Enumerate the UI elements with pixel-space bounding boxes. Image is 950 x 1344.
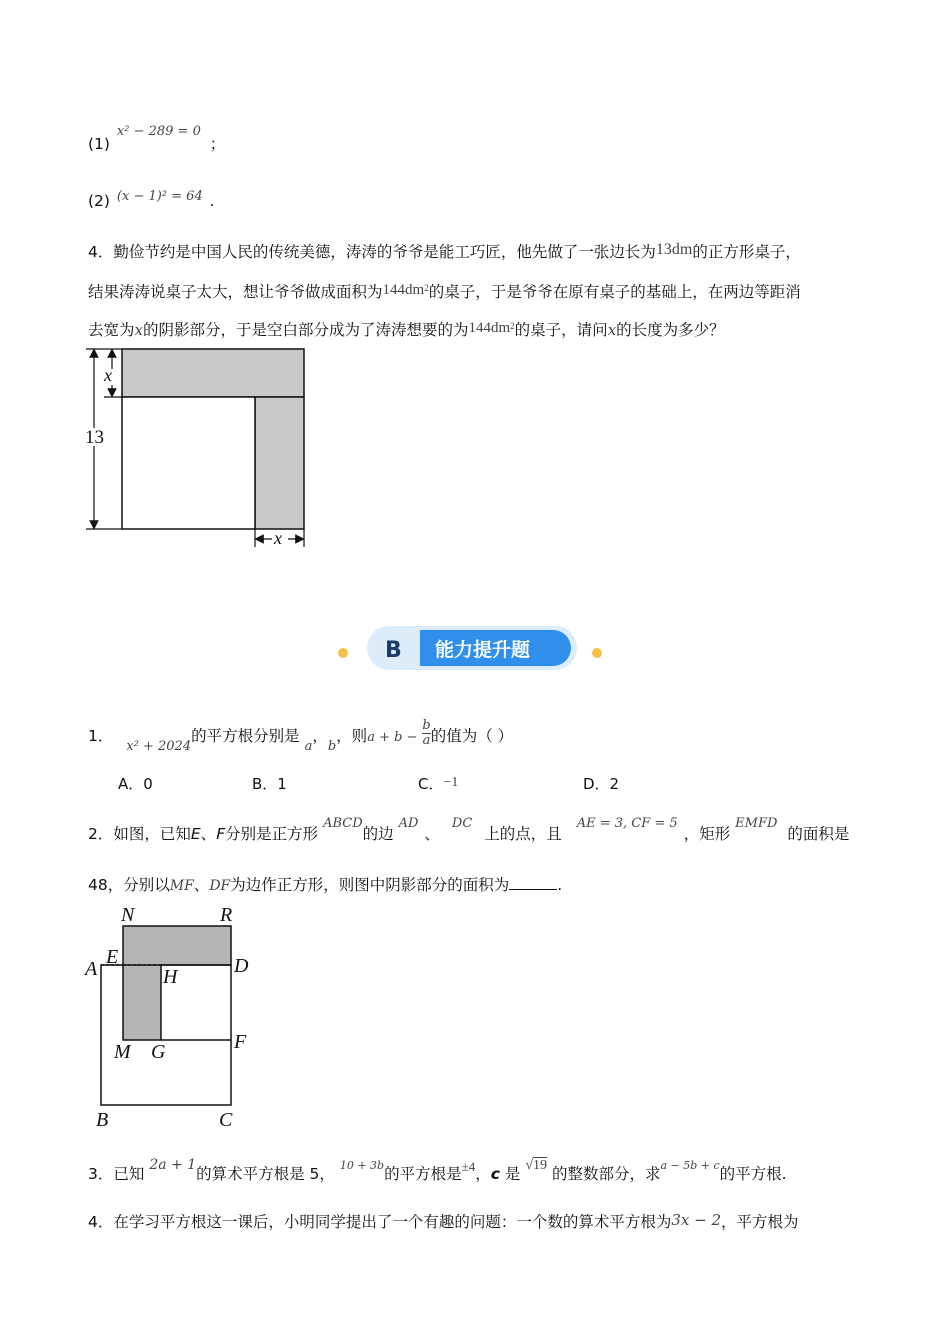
q4-white-square — [122, 397, 255, 529]
banner-title: 能力提升题 — [435, 639, 531, 661]
b2-sep: 、 — [200, 825, 217, 843]
sub-problem-2-end: . — [209, 192, 215, 210]
b2-text-b: 分别是正方形 — [225, 825, 319, 843]
b3-expr3: a − 5b + c — [660, 1159, 720, 1172]
banner-right-dot — [592, 648, 602, 658]
b1-comma: ， — [312, 727, 328, 745]
banner-letter: B — [385, 638, 402, 663]
b2-label-H: H — [163, 966, 178, 988]
b3-expr2: 10 + 3b — [339, 1159, 385, 1172]
b2-ABCD: ABCD — [323, 816, 363, 831]
q4-area-2: 144dm — [468, 320, 511, 336]
b2-AD: AD — [398, 816, 419, 831]
q4-line1 — [88, 240, 801, 262]
b2-text-a: 2．如图，已知 — [88, 825, 191, 843]
q4-line2-text-a: 结果涛涛说桌子太大，想让爷爷做成面积为 — [88, 283, 383, 301]
b2-text-i: . — [557, 876, 563, 894]
b3-expr1: 2a + 1 — [149, 1157, 197, 1173]
b1-option-c-label: C． — [418, 775, 444, 793]
b2-label-R: R — [220, 904, 233, 926]
b2-E: E — [190, 825, 201, 843]
q4-shade-right — [255, 397, 304, 529]
b2-figure — [84, 900, 264, 1132]
q4-line3-text-c: 的桌子，请问 — [514, 321, 608, 339]
q4-side-length: 13dm — [655, 241, 693, 258]
b3-pm4: ±4 — [461, 1159, 476, 1174]
q4-line3 — [88, 318, 725, 340]
b2-DF: DF — [209, 878, 231, 894]
b2-condition: AE = 3, CF = 5 — [576, 816, 678, 831]
q4-area-1: 144dm — [382, 282, 425, 298]
b1-option-a[interactable]: A．0 — [118, 775, 153, 793]
b2-label-M: M — [114, 1041, 131, 1063]
sub-problem-2-label: (2) — [88, 192, 110, 210]
b2-F: F — [216, 825, 226, 843]
q4-line3-text-a: 去宽为 — [88, 321, 135, 339]
b3-text-b: 的算术平方根是 5， — [196, 1165, 335, 1183]
q4-area-2-sup: 2 — [510, 320, 515, 331]
b1-num: 1． — [88, 727, 114, 745]
b2-label-B: B — [96, 1109, 109, 1131]
b2-DC: DC — [451, 816, 473, 831]
b2-line2 — [88, 873, 562, 895]
b1-text-b: ，则 — [336, 727, 368, 745]
b1-option-b[interactable]: B．1 — [252, 775, 287, 793]
b4-text-b: ，平方根为 — [721, 1213, 799, 1231]
q4-line2 — [88, 280, 801, 302]
b1-var-a: a — [304, 739, 313, 754]
b2-text-d: 上的点，且 — [484, 825, 562, 843]
b1-option-d[interactable]: D．2 — [583, 775, 620, 793]
q4-area-1-sup: 2 — [424, 282, 429, 293]
b3-text-d: ， — [475, 1165, 491, 1183]
section-b-banner — [250, 620, 700, 676]
b2-sep2: 、 — [424, 825, 440, 843]
b2-answer-blank[interactable] — [509, 875, 557, 890]
b2-label-C: C — [219, 1109, 233, 1131]
q4-shade-top — [122, 349, 304, 397]
b3-line — [88, 1157, 787, 1184]
q4-figure — [84, 344, 314, 550]
b4-line — [88, 1210, 799, 1232]
sub-problem-2-expr: (x − 1)² = 64 — [116, 189, 203, 204]
b1-frac-num: b — [422, 718, 431, 733]
b2-text-c: 的边 — [362, 825, 394, 843]
b4-expr: 3x − 2 — [671, 1211, 722, 1229]
sub-problem-2 — [88, 189, 215, 210]
q4-label-x-vertical: x — [104, 365, 112, 385]
b2-label-D: D — [234, 955, 249, 977]
b2-text-f: 的面积是 — [787, 825, 850, 843]
b2-label-G: G — [151, 1041, 166, 1063]
b2-MF: MF — [169, 878, 194, 894]
b2-sep3: 、 — [193, 876, 210, 894]
q4-x-2: x — [607, 321, 617, 339]
b2-line1 — [88, 816, 850, 844]
q4-line2-text-b: 的桌子，于是爷爷在原有桌子的基础上，在两边等距消 — [428, 283, 801, 301]
b4-text-a: 4．在学习平方根这一课后，小明同学提出了一个有趣的问题：一个数的算术平方根为 — [88, 1213, 672, 1231]
b3-sqrt: √19 — [525, 1158, 548, 1173]
q4-label-x-horizontal: x — [274, 528, 282, 548]
b1-option-c-math: −1 — [443, 775, 459, 790]
b3-sqrt-19: 19 — [533, 1158, 548, 1173]
q4-line3-text-b: 的阴影部分，于是空白部分成为了涛涛想要的为 — [142, 321, 469, 339]
b1-option-c[interactable] — [418, 773, 458, 794]
q4-x-1: x — [134, 321, 143, 339]
b2-label-N: N — [121, 904, 135, 926]
b1-text-a: 的平方根分别是 — [191, 727, 300, 745]
q4-line1-text-b: 的正方形桌子， — [692, 243, 801, 261]
b1-fraction — [422, 719, 430, 748]
q4-label-13: 13 — [85, 427, 104, 448]
b3-text-a: 3．已知 — [88, 1165, 145, 1183]
b3-text-e: 是 — [499, 1165, 521, 1183]
sub-problem-1-label: (1) — [88, 135, 110, 153]
q4-line1-text-a: 4．勤俭节约是中国人民的传统美德，涛涛的爷爷是能工巧匠，他先做了一张边长为 — [88, 243, 656, 261]
b3-text-g: 的平方根. — [719, 1165, 787, 1183]
b2-label-A: A — [85, 958, 98, 980]
b3-c: c — [490, 1165, 500, 1183]
sub-problem-1-expr: x² − 289 = 0 — [116, 124, 201, 139]
b3-text-f: 的整数部分，求 — [551, 1165, 661, 1183]
b3-text-c: 的平方根是 — [384, 1165, 462, 1183]
b2-EMFD: EMFD — [735, 816, 778, 831]
b2-text-g: 48，分别以 — [88, 876, 170, 894]
banner-left-dot — [338, 648, 348, 658]
b1-line — [88, 718, 514, 754]
b1-var-b: b — [327, 739, 337, 754]
b2-label-F: F — [234, 1031, 247, 1053]
sub-problem-1 — [88, 124, 226, 154]
b2-text-e: ，矩形 — [683, 825, 731, 843]
b1-expr: x² + 2024 — [126, 739, 192, 754]
b1-expr2: a + b − — [367, 730, 418, 745]
b2-label-E: E — [106, 946, 119, 968]
b1-text-c: 的值为（ ） — [430, 727, 514, 745]
sub-problem-1-end: ； — [209, 135, 226, 153]
q4-line3-text-d: 的长度为多少？ — [616, 321, 725, 339]
b1-frac-den: a — [422, 733, 431, 748]
b2-text-h: 为边作正方形，则图中阴影部分的面积为 — [230, 876, 510, 894]
